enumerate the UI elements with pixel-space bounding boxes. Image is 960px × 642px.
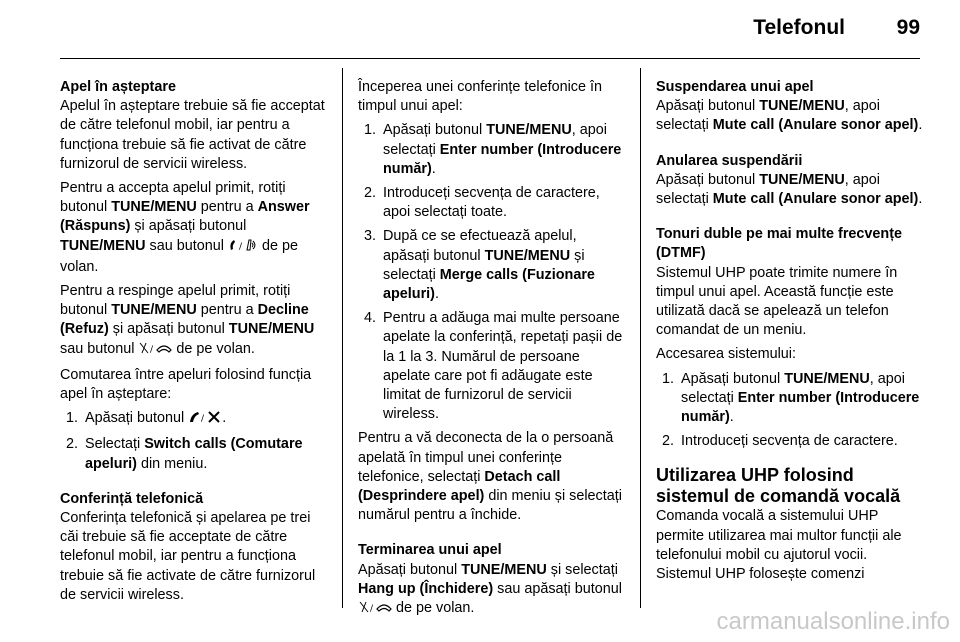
heading-mute-call: Suspendarea unui apel xyxy=(656,79,814,95)
paragraph: Apăsați butonul TUNE/MENU, apoi selectați Mute call (Anulare sonor apel). xyxy=(656,171,923,208)
heading-conference: Conferință telefonică xyxy=(60,490,204,507)
list-item: 4. Pentru a adăuga mai multe persoane apelate la conferință, repetați pașii de la 1 la 3. Numărul de persoane apelate care pot fi adăugate este limitat de furnizorul de servicii wireless. xyxy=(364,310,623,423)
header-divider xyxy=(60,58,920,59)
paragraph: Apăsați butonul TUNE/MENU și selectați Hang up (Închidere) sau apăsați butonul / de pe volan. xyxy=(358,561,626,621)
watermark: carmanualsonline.info xyxy=(716,608,950,635)
svg-text:/: / xyxy=(150,344,154,355)
paragraph: Apelul în așteptare trebuie să fie acceptat de către telefonul mobil, iar pentru a funcționa trebuie să fie activat de către furnizorul de servicii wireless. xyxy=(60,98,325,172)
column-divider-2 xyxy=(640,68,641,608)
svg-text:/: / xyxy=(201,414,205,425)
paragraph: Apăsați butonul TUNE/MENU, apoi selectați Mute call (Anulare sonor apel). xyxy=(656,98,923,134)
page-number: 99 xyxy=(896,16,920,39)
list-item: 2. Selectați Switch calls (Comutare apeluri) din meniu. xyxy=(66,436,303,472)
paragraph: Începerea unei conferințe telefonice în timpul unui apel: xyxy=(358,79,603,115)
numbered-list xyxy=(358,121,626,424)
svg-text:/: / xyxy=(370,604,374,615)
svg-text:/: / xyxy=(238,241,243,252)
paragraph: Sistemul UHP poate trimite numere în timpul unui apel. Această funcție este utilizată dacă se apelează un telefon comandat de un meniu. xyxy=(656,264,898,339)
phone-answer-voice-icon xyxy=(228,238,258,258)
page-header xyxy=(60,0,920,60)
column-1 xyxy=(60,78,330,610)
column-3 xyxy=(656,78,924,589)
numbered-list xyxy=(60,409,330,474)
phone-hangup-mute-icon xyxy=(138,341,172,361)
heading-call-waiting: Apel în așteptare xyxy=(60,79,176,95)
list-item: 2. Introduceți secvența de caractere. xyxy=(662,433,898,450)
list-item: 1. Apăsați butonul TUNE/MENU, apoi selectați Enter number (Introducere număr). xyxy=(364,122,622,177)
column-divider-1 xyxy=(342,68,343,608)
list-item: 1. Apăsați butonul / . xyxy=(60,409,330,430)
column-2 xyxy=(358,78,626,625)
heading-voice-command: Utilizarea UHP folosind sistemul de comandă vocală xyxy=(656,465,901,507)
phone-hangup-mute-icon xyxy=(358,600,392,620)
paragraph: Accesarea sistemului: xyxy=(656,346,796,363)
list-item: 3. După ce se efectuează apelul, apăsați butonul TUNE/MENU și selectați Merge calls (Fuzionare apeluri). xyxy=(364,228,595,303)
heading-unmute: Anularea suspendării xyxy=(656,152,803,169)
paragraph: Comanda vocală a sistemului UHP permite utilizarea mai multor funcții ale telefonului mobil cu ajutorul vocii. Sistemul UHP folosește comenzi xyxy=(656,508,902,583)
numbered-list xyxy=(656,370,924,452)
paragraph: Comutarea între apeluri folosind funcția apel în așteptare: xyxy=(60,366,312,403)
heading-end-call: Terminarea unui apel xyxy=(358,542,502,559)
paragraph: Conferința telefonică și apelarea pe trei căi trebuie să fie acceptate de către telefonul mobil, iar pentru a funcționa trebuie să fie activate de către furnizorul de servicii wireless. xyxy=(60,510,316,603)
paragraph: Pentru a respinge apelul primit, rotiți butonul TUNE/MENU pentru a Decline (Refuz) și apăsați butonul TUNE/MENU sau butonul / de pe volan. xyxy=(60,282,330,361)
phone-handset-icon xyxy=(188,410,222,430)
paragraph: Pentru a vă deconecta de la o persoană apelată în timpul unei conferințe telefonice, selectați Detach call (Desprindere apel) din meniu și selectați numărul pentru a închide. xyxy=(358,430,622,524)
list-item: 1. Apăsați butonul TUNE/MENU, apoi selectați Enter number (Introducere număr). xyxy=(662,370,920,426)
heading-dtmf: Tonuri duble pe mai multe frecvențe (DTMF) xyxy=(656,226,903,262)
list-item: 2. Introduceți secvența de caractere, apoi selectați toate. xyxy=(364,185,600,221)
paragraph: Pentru a accepta apelul primit, rotiți butonul TUNE/MENU pentru a Answer (Răspuns) și apăsați butonul TUNE/MENU sau butonul / de pe volan. xyxy=(60,180,310,275)
page-title: Telefonul xyxy=(753,16,845,39)
